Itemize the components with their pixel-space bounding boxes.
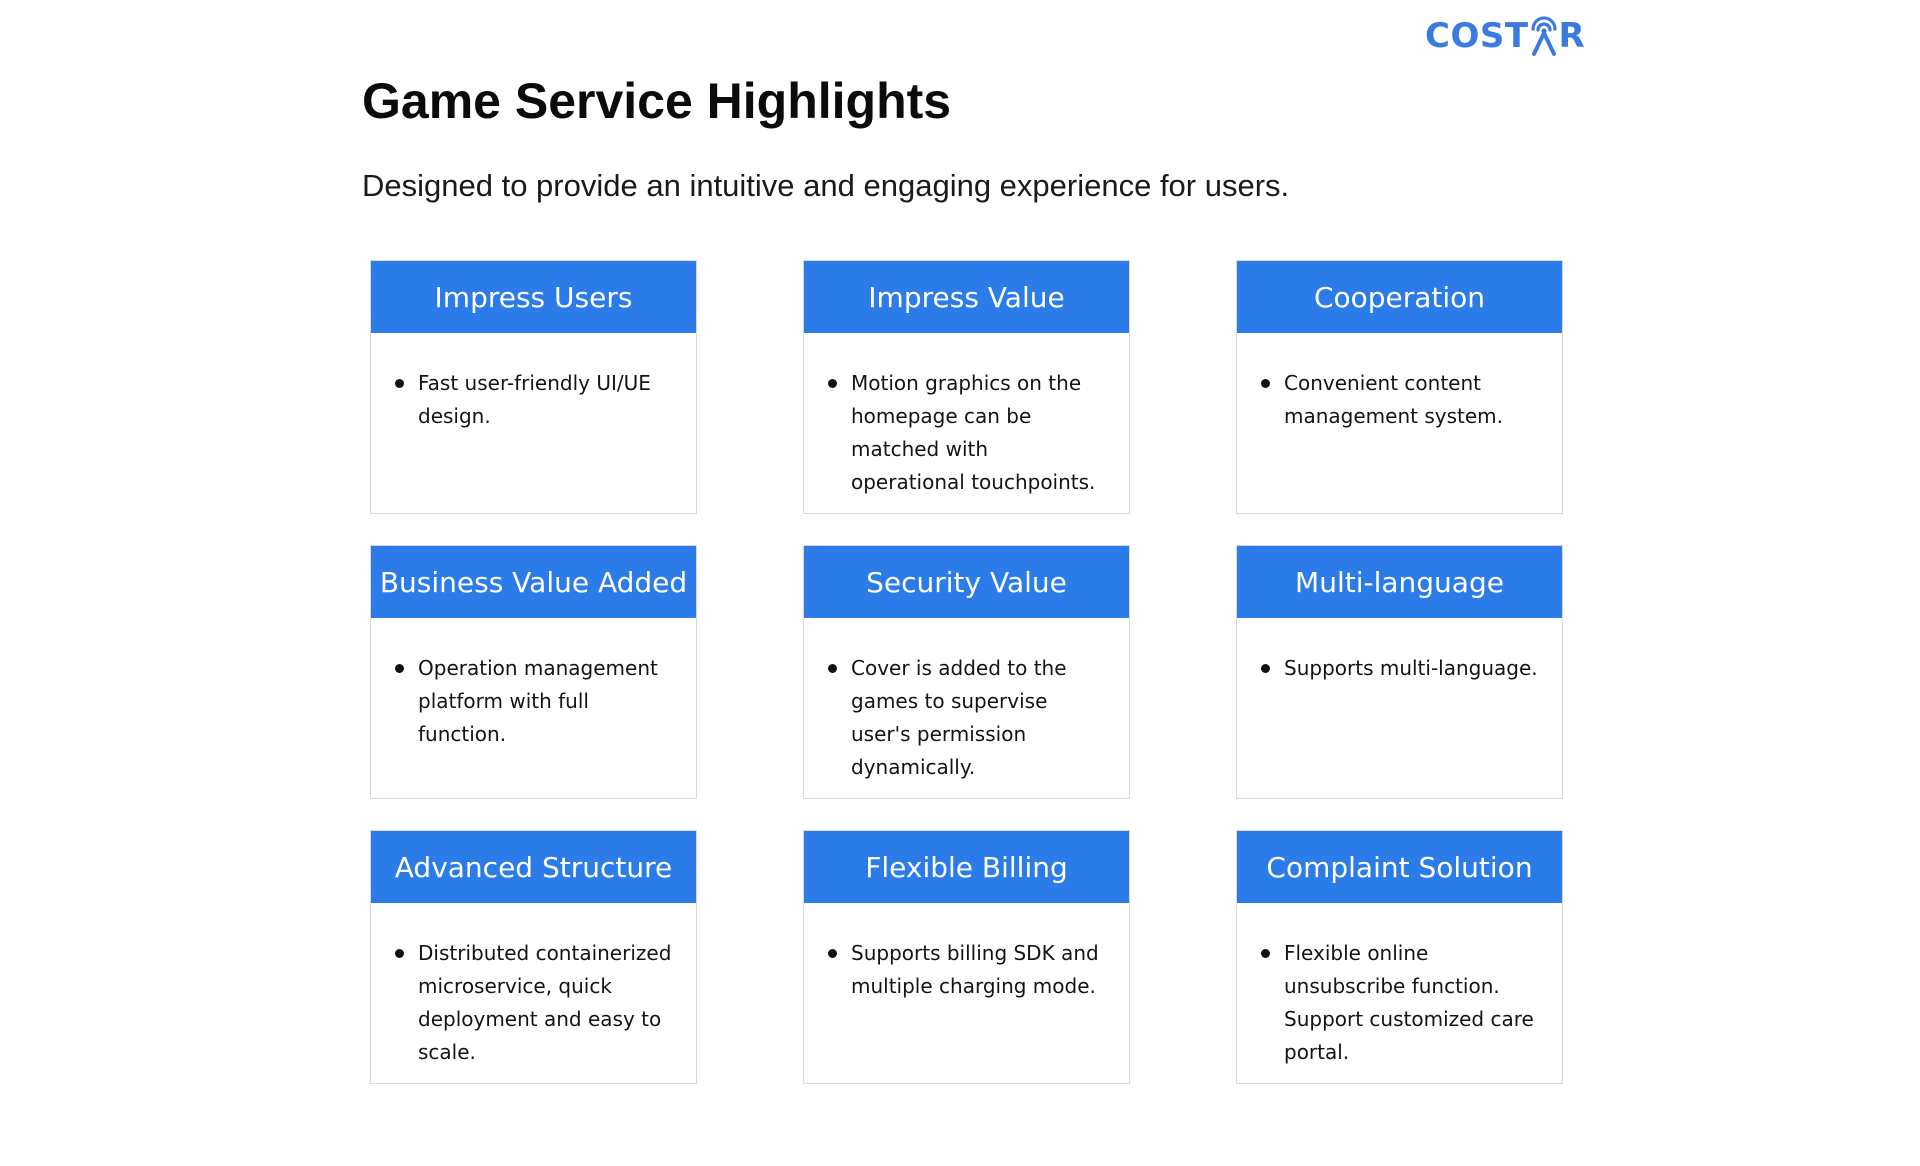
card-bullet: Supports billing SDK and multiple charging mode. [828,937,1107,1003]
logo-text-left: COST [1425,16,1529,56]
card-title: Complaint Solution [1237,831,1562,903]
card-bullet-list [828,367,1107,499]
card-body [371,903,696,1069]
card-bullet: Flexible online unsubscribe function. Support customized care portal. [1261,937,1540,1069]
highlight-card-advanced-structure [370,830,697,1084]
card-bullet-list [1261,367,1540,433]
highlight-card-multi-language [1236,545,1563,799]
costar-logo[interactable] [1425,8,1585,64]
card-bullet-list [828,652,1107,784]
card-bullet: Fast user-friendly UI/UE design. [395,367,674,433]
signal-antenna-icon [1529,16,1559,56]
highlight-card-impress-users [370,260,697,514]
logo-text-right: R [1558,16,1586,56]
card-body [804,903,1129,1003]
card-bullet: Operation management platform with full function. [395,652,674,751]
card-title: Impress Value [804,261,1129,333]
page-title: Game Service Highlights [362,73,952,129]
highlight-card-impress-value [803,260,1130,514]
card-bullet: Motion graphics on the homepage can be matched with operational touchpoints. [828,367,1107,499]
card-title: Security Value [804,546,1129,618]
page-subtitle: Designed to provide an intuitive and engaging experience for users. [362,168,1290,203]
card-body [371,618,696,751]
card-bullet: Cover is added to the games to supervise user's permission dynamically. [828,652,1107,784]
card-bullet-list [395,937,674,1069]
card-body [1237,333,1562,433]
card-title: Impress Users [371,261,696,333]
card-bullet: Convenient content management system. [1261,367,1540,433]
card-body [1237,903,1562,1069]
card-body [804,333,1129,499]
card-bullet-list [1261,652,1540,685]
card-body [804,618,1129,784]
highlight-card-business-value-added [370,545,697,799]
highlight-card-cooperation [1236,260,1563,514]
card-bullet: Supports multi-language. [1261,652,1540,685]
card-title: Flexible Billing [804,831,1129,903]
card-bullet-list [828,937,1107,1003]
card-bullet-list [395,652,674,751]
card-bullet-list [1261,937,1540,1069]
card-title: Cooperation [1237,261,1562,333]
card-bullet: Distributed containerized microservice, quick deployment and easy to scale. [395,937,674,1069]
highlight-card-complaint-solution [1236,830,1563,1084]
highlights-grid [370,260,1563,1084]
card-body [371,333,696,433]
highlight-card-security-value [803,545,1130,799]
card-body [1237,618,1562,685]
card-title: Multi-language [1237,546,1562,618]
card-bullet-list [395,367,674,433]
card-title: Advanced Structure [371,831,696,903]
card-title: Business Value Added [371,546,696,618]
highlight-card-flexible-billing [803,830,1130,1084]
